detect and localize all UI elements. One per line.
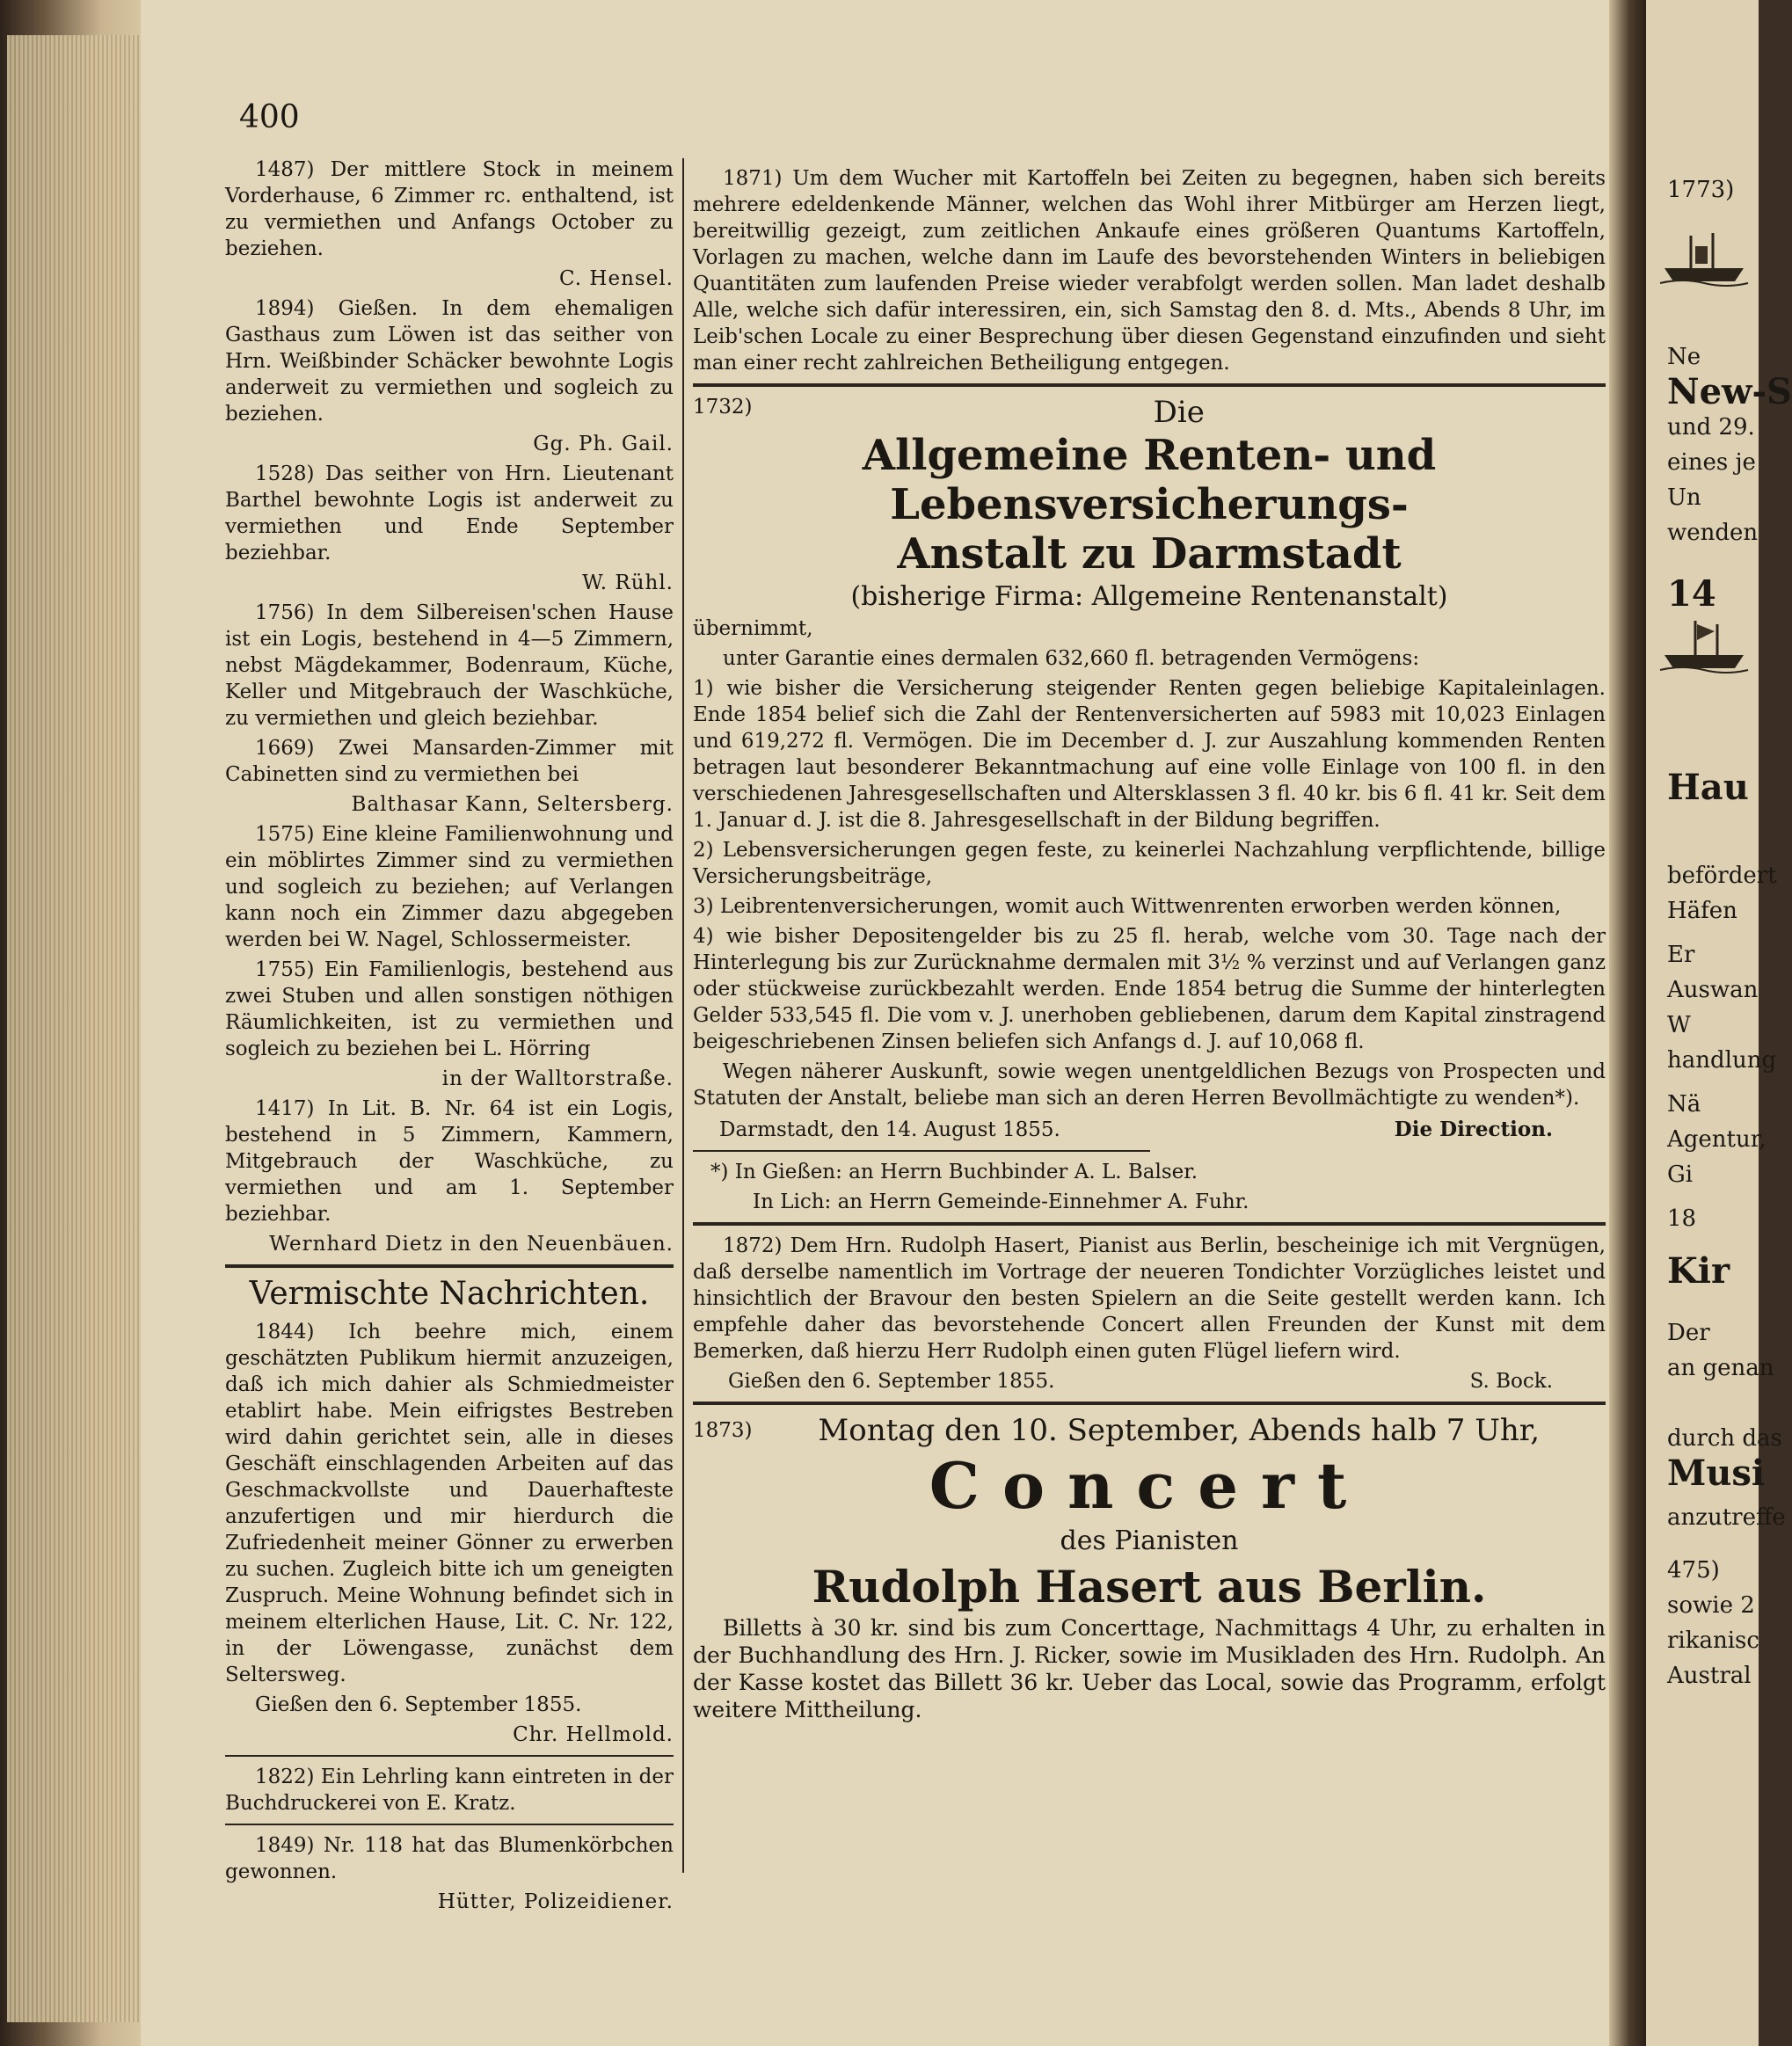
classified-ad	[225, 600, 674, 732]
notice-signature: Chr. Hellmold.	[513, 1723, 674, 1746]
misc-notice	[225, 1764, 674, 1817]
section-title: Vermischte Nachrichten.	[249, 1276, 650, 1312]
right-column	[693, 165, 1606, 1727]
ad-1872-signature: S. Bock.	[1469, 1370, 1553, 1393]
fragment-text: Agentur,	[1667, 1126, 1767, 1153]
ad-1872	[693, 1233, 1606, 1394]
ad-signature: in der Walltorstraße.	[441, 1067, 674, 1090]
misc-notice	[225, 1319, 674, 1748]
fragment-text: Er	[1667, 942, 1695, 968]
ad-text: 1894) Gießen. In dem ehemaligen Gasthaus zum Löwen ist das seither von Hrn. Weißbinder Schäcker bewohnte Logis anderweit zu vermiethen und sogleich zu beziehen.	[225, 297, 674, 426]
insurance-footnote-2: In Lich: an Herrn Gemeinde-Einnehmer A. Fuhr.	[753, 1190, 1249, 1213]
ad-text: 1487) Der mittlere Stock in meinem Vorderhause, 6 Zimmer rc. enthaltend, ist zu vermiethen und Anfangs October zu beziehen.	[225, 158, 674, 260]
fragment-text: 475)	[1667, 1557, 1720, 1584]
ad-rule	[693, 1222, 1606, 1226]
fragment-text: durch das	[1667, 1425, 1782, 1452]
ad-1871: 1871) Um dem Wucher mit Kartoffeln bei Zeiten zu begegnen, haben sich bereits mehrere edeldenkende Männer, welchen das Wohl ihrer Mitbürger am Herzen liegt, bereitwillig gezeigt, zum zeitlichen Ankaufe eines größeren Quantums Kartoffeln, Vorlagen zu machen, welche dann im Laufe des bevorstehenden Winters in beliebigen Quantitäten zum laufenden Preise wieder verabfolgt werden sollen. Man ladet deshalb Alle, welche sich dafür interessiren, ein, sich Samstag den 8. d. Mts., Abends 8 Uhr, im Leib'schen Locale zu einer Besprechung über diesen Gegenstand einzufinden und sieht man einer recht zahlreichen Betheiligung entgegen.	[693, 167, 1606, 375]
ad-signature: Wernhard Dietz in den Neuenbäuen.	[269, 1233, 674, 1256]
ad-signature: Balthasar Kann, Seltersberg.	[351, 793, 674, 816]
fragment-text: und 29.	[1667, 414, 1755, 441]
fragment-text: Nä	[1667, 1091, 1701, 1118]
insurance-item: 1) wie bisher die Versicherung steigender Renten gegen beliebige Kapitaleinlagen. Ende 1854 belief sich die Zahl der Rentenversicherten auf 5983 mit 10,023 Einlagen und 619,272 fl. Vermögen. Die im December d. J. zur Auszahlung kommenden Renten betragen laut besonderer Bekanntmachung auf eine volle Einlage von 100 fl. in den verschiedenen Jahresgesellschaften und Altersklassen 3 fl. 40 kr. bis 6 fl. 41 kr. Seit dem 1. Januar d. J. ist die 8. Jahresgesellschaft in der Bildung begriffen.	[693, 677, 1606, 832]
ad-text: 1528) Das seither von Hrn. Lieutenant Barthel bewohnte Logis ist anderweit zu vermiethen und Ende September beziehbar.	[225, 462, 674, 564]
fragment-text: Häfen	[1667, 898, 1737, 924]
concert-pianist: Rudolph Hasert aus Berlin.	[812, 1561, 1487, 1613]
ad-signature: W. Rühl.	[582, 572, 674, 594]
fragment-text: Un	[1667, 484, 1701, 511]
classified-ad	[225, 1096, 674, 1257]
ad-text: 1669) Zwei Mansarden-Zimmer mit Cabinetten sind zu vermiethen bei	[225, 737, 674, 786]
fragment-text: 1773)	[1667, 177, 1735, 203]
fragment-text: rikanisc	[1667, 1627, 1759, 1654]
classified-ad	[225, 957, 674, 1092]
fragment-text: Musi	[1667, 1453, 1766, 1494]
notice-text: 1844) Ich beehre mich, einem geschätzten Publikum hiermit anzuzeigen, daß ich mich dahier als Schmiedmeister etablirt habe. Mein eifrigstes Bestreben wird dahin gerichtet sein, alle in dieses Geschäft einschlagenden Arbeiten auf das Geschmackvollste und Dauerhafteste anzufertigen und mir hierdurch die Zufriedenheit meiner Gönner zu erwerben zu suchen. Zugleich bitte ich um geneigten Zuspruch. Meine Wohnung befindet sich in meinem elterlichen Hause, Lit. C. Nr. 122, in der Löwengasse, zunächst dem Seltersweg.	[225, 1321, 674, 1686]
concert-date-line: Montag den 10. September, Abends halb 7 Uhr,	[818, 1413, 1541, 1448]
insurance-number: 1732)	[693, 396, 753, 419]
concert-ad	[693, 1412, 1606, 1723]
classified-ad	[225, 461, 674, 596]
book-gutter	[1609, 0, 1646, 2046]
insurance-signature: Die Direction.	[1394, 1118, 1553, 1141]
fragment-text: Hau	[1667, 767, 1749, 808]
fragment-text: Ne	[1667, 344, 1701, 370]
fragment-text: Auswan	[1667, 977, 1759, 1003]
section-rule	[225, 1264, 674, 1268]
concert-title: Concert	[929, 1448, 1370, 1523]
insurance-title-line2: Anstalt zu Darmstadt	[897, 529, 1402, 579]
fragment-text: 18	[1667, 1205, 1697, 1232]
ad-text: 1417) In Lit. B. Nr. 64 ist ein Logis, bestehend in 5 Zimmern, Kammern, Mitgebrauch der Waschküche, zu vermiethen und am 1. September beziehbar.	[225, 1097, 674, 1226]
ad-1872-date: Gießen den 6. September 1855.	[728, 1370, 1055, 1393]
insurance-footnote-1: *) In Gießen: an Herrn Buchbinder A. L. Balser.	[710, 1161, 1198, 1183]
ad-rule	[693, 1402, 1606, 1405]
concert-des: des Pianisten	[1060, 1525, 1239, 1556]
fragment-text: sowie 2	[1667, 1592, 1755, 1619]
insurance-title-line1: Allgemeine Renten- und Lebensversicherungs-	[862, 431, 1437, 529]
fragment-text: anzutreffe	[1667, 1504, 1786, 1531]
classified-ad	[225, 735, 674, 818]
insurance-ad	[693, 394, 1606, 1215]
ship-illustration	[1660, 229, 1748, 290]
insurance-intro2: unter Garantie eines dermalen 632,660 fl. betragenden Vermögens:	[723, 647, 1420, 670]
notice-text: 1849) Nr. 118 hat das Blumenkörbchen gewonnen.	[225, 1834, 674, 1883]
ad-signature: Gg. Ph. Gail.	[533, 433, 674, 455]
ad-1872-text: 1872) Dem Hrn. Rudolph Hasert, Pianist aus Berlin, bescheinige ich mit Vergnügen, daß derselbe namentlich im Vortrage der neueren Tondichter Vorzügliches leistet und hinsichtlich der Bravour den besten Spielern an die Seite gestellt werden kann. Ich empfehle daher das bevorstehende Concert allen Freunden der Kunst mit dem Bemerken, daß hierzu Herr Rudolph einen guten Flügel liefern wird.	[693, 1234, 1606, 1363]
page-number: 400	[239, 99, 300, 135]
ad-signature: C. Hensel.	[559, 267, 674, 290]
notice-signature: Hütter, Polizeidiener.	[437, 1890, 674, 1913]
insurance-item: 4) wie bisher Depositengelder bis zu 25 fl. herab, welche vom 30. Tage nach der Hinterlegung bis zur Zurücknahme dermalen mit 3½ % verzinst und auf Verlangen ganz oder stückweise zurückbezahlt werden. Ende 1854 betrug die Summe der hinterlegten Gelder 533,545 fl. Die vom v. J. unerhoben gebliebenen, darum dem Kapital zinstragend beigeschriebenen Zinsen beliefen sich Anfangs d. J. auf 10,068 fl.	[693, 925, 1606, 1053]
insurance-die: Die	[1153, 395, 1205, 430]
column-divider	[682, 158, 684, 1873]
fragment-text: New-S	[1667, 371, 1792, 412]
fragment-text: Gi	[1667, 1161, 1694, 1188]
concert-number: 1873)	[693, 1419, 753, 1442]
misc-notice	[225, 1832, 674, 1915]
page-edges	[7, 35, 139, 2022]
insurance-place-date: Darmstadt, den 14. August 1855.	[719, 1118, 1060, 1141]
insurance-item: 3) Leibrentenversicherungen, womit auch Wittwenrenten erworben werden können,	[693, 895, 1562, 918]
notice-text: 1822) Ein Lehrling kann eintreten in der Buchdruckerei von E. Kratz.	[225, 1766, 674, 1815]
concert-body: Billetts à 30 kr. sind bis zum Concerttage, Nachmittags 4 Uhr, zu erhalten in der Buchhandlung des Hrn. J. Ricker, sowie im Musikladen des Hrn. Rudolph. An der Kasse kostet das Billett 36 kr. Ueber das Local, sowie das Programm, erfolgt weitere Mittheilung.	[693, 1615, 1606, 1722]
ad-text: 1575) Eine kleine Familienwohnung und ein möblirtes Zimmer sind zu vermiethen und sogleich zu beziehen; auf Verlangen kann noch ein Zimmer dazu abgegeben werden bei W. Nagel, Schlossermeister.	[225, 823, 674, 951]
fragment-text: Austral	[1667, 1663, 1752, 1689]
ad-rule	[693, 383, 1606, 387]
fragment-text: W	[1667, 1012, 1691, 1038]
left-column	[225, 157, 674, 1919]
fragment-text: handlung	[1667, 1047, 1777, 1074]
fragment-text: Der	[1667, 1320, 1710, 1346]
ad-text: 1755) Ein Familienlogis, bestehend aus zwei Stuben und allen sonstigen nöthigen Räumlichkeiten, ist zu vermiethen und sogleich zu beziehen bei L. Hörring	[225, 958, 674, 1060]
ship-illustration	[1660, 615, 1748, 677]
notice-date: Gießen den 6. September 1855.	[255, 1693, 582, 1716]
classified-ad	[225, 821, 674, 953]
ad-rule	[225, 1755, 674, 1757]
fragment-text: Kir	[1667, 1250, 1730, 1292]
ad-rule	[225, 1824, 674, 1825]
classified-ad	[225, 157, 674, 292]
fragment-text: 14	[1667, 573, 1716, 615]
classified-ad	[225, 295, 674, 457]
ad-text: 1756) In dem Silbereisen'schen Hause ist ein Logis, bestehend in 4—5 Zimmern, nebst Mägdekammer, Bodenraum, Küche, Keller und Mitgebrauch der Waschküche, zu vermiethen und gleich beziehbar.	[225, 601, 674, 730]
insurance-former-firm: (bisherige Firma: Allgemeine Rentenanstalt)	[850, 581, 1448, 612]
fragment-text: befördert	[1667, 863, 1777, 889]
fragment-text: an genan	[1667, 1355, 1774, 1381]
fragment-text: eines je	[1667, 449, 1756, 476]
fragment-text: wenden	[1667, 520, 1759, 546]
insurance-item: 2) Lebensversicherungen gegen feste, zu keinerlei Nachzahlung verpflichtende, billige Versicherungsbeiträge,	[693, 839, 1606, 888]
facing-page-fragment	[1646, 0, 1792, 2046]
insurance-intro1: übernimmt,	[693, 617, 813, 640]
insurance-closing: Wegen näherer Auskunft, sowie wegen unentgeldlichen Bezugs von Prospecten und Statuten der Anstalt, beliebe man sich an deren Herren Bevollmächtigte zu wenden*).	[693, 1060, 1606, 1110]
